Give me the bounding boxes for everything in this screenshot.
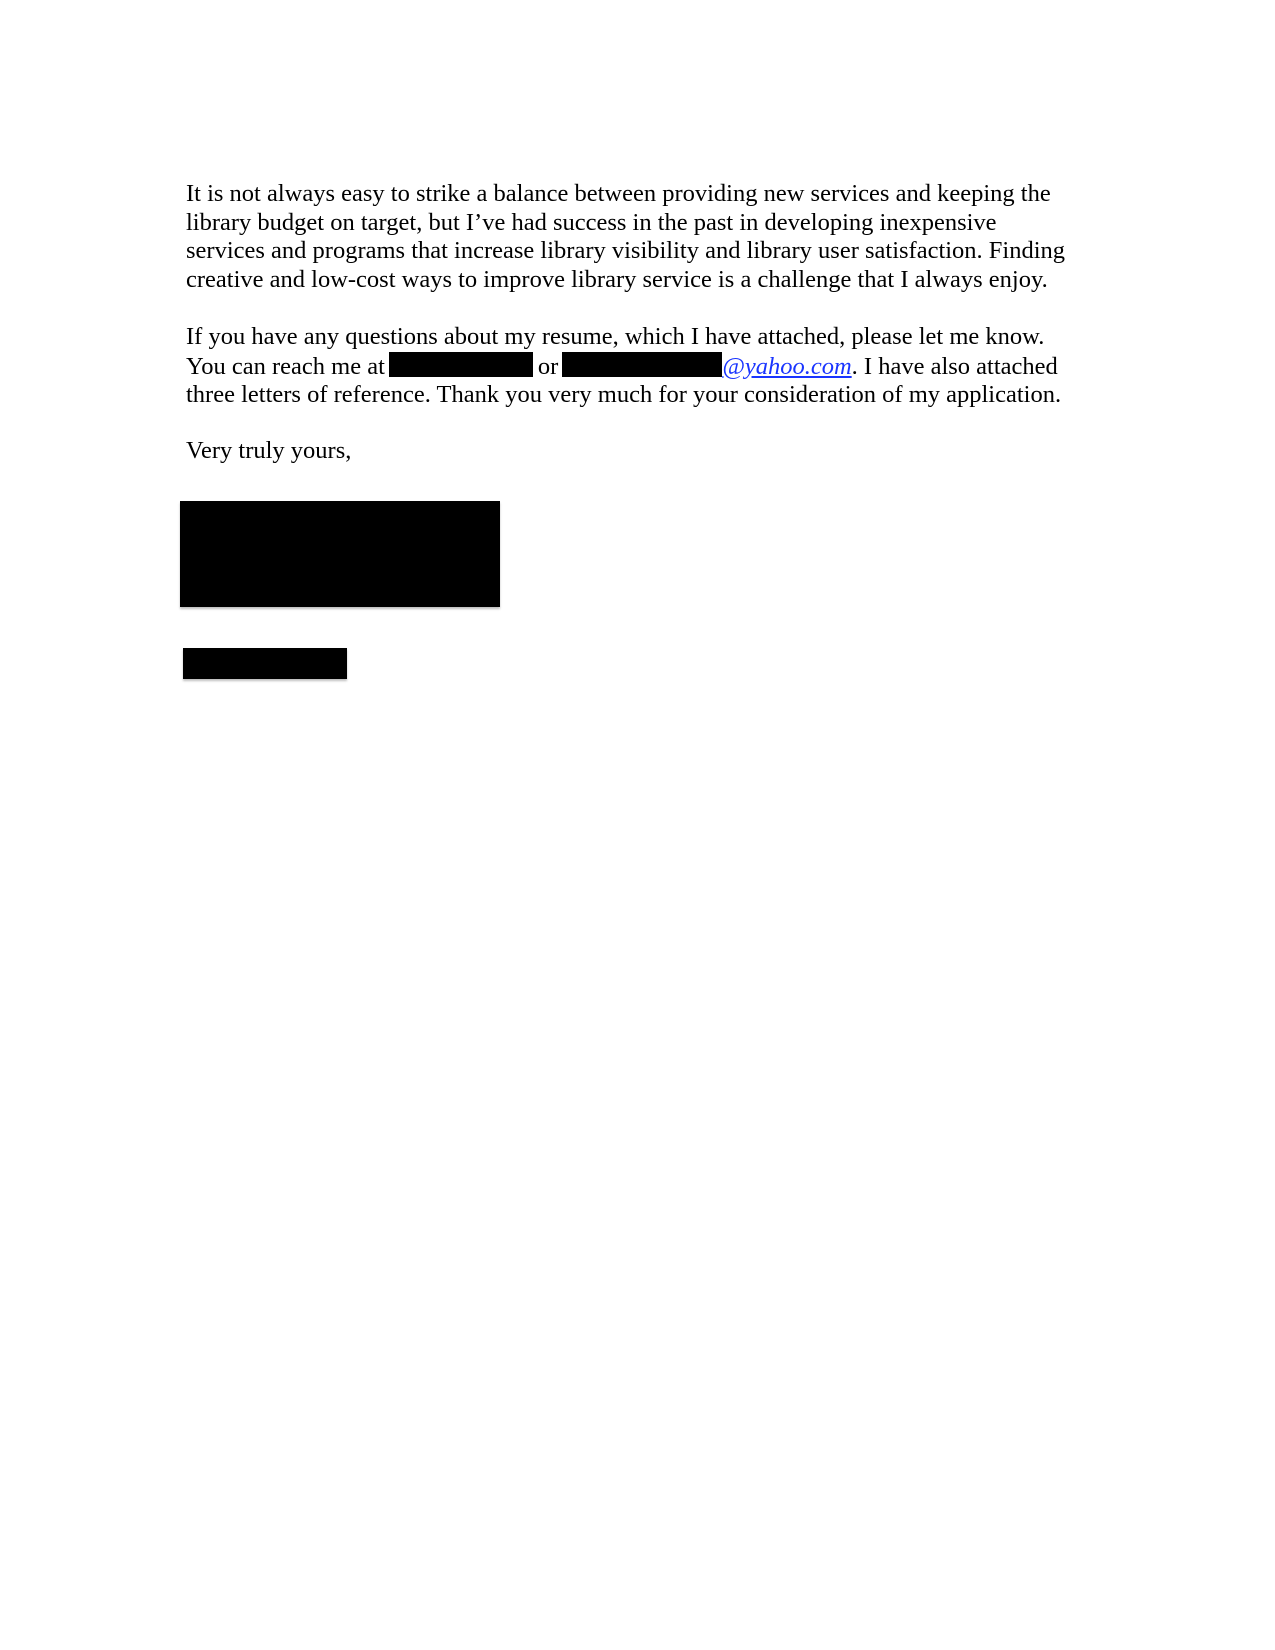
paragraph-1-line-1: It is not always easy to strike a balance between providing new services and keeping the [186,180,1051,207]
or-text: or [537,352,559,380]
reach-me-text: You can reach me at [186,352,385,380]
redacted-signature [180,501,500,607]
paragraph-2-line-1: If you have any questions about my resume, which I have attached, please let me know. [186,323,1045,350]
redacted-email-user [562,352,722,377]
also-attached-text: . I have also attached [851,352,1058,380]
email-link[interactable]: @yahoo.com [722,352,852,380]
paragraph-budget-services [186,180,1106,294]
redacted-name [183,648,347,679]
paragraph-2-line-2 [186,352,1106,382]
paragraph-contact [186,323,1106,410]
paragraph-1-line-4: creative and low-cost ways to improve library service is a challenge that I always enjoy. [186,265,1048,293]
redacted-phone-number [389,352,533,377]
paragraph-1-line-3: services and programs that increase library visibility and library user satisfaction. Finding [186,237,1066,264]
closing-salutation: Very truly yours, [186,437,352,464]
paragraph-1-line-2: library budget on target, but I’ve had success in the past in developing inexpensive [186,208,997,236]
paragraph-2-line-3: three letters of reference. Thank you very much for your consideration of my application. [186,381,1062,408]
